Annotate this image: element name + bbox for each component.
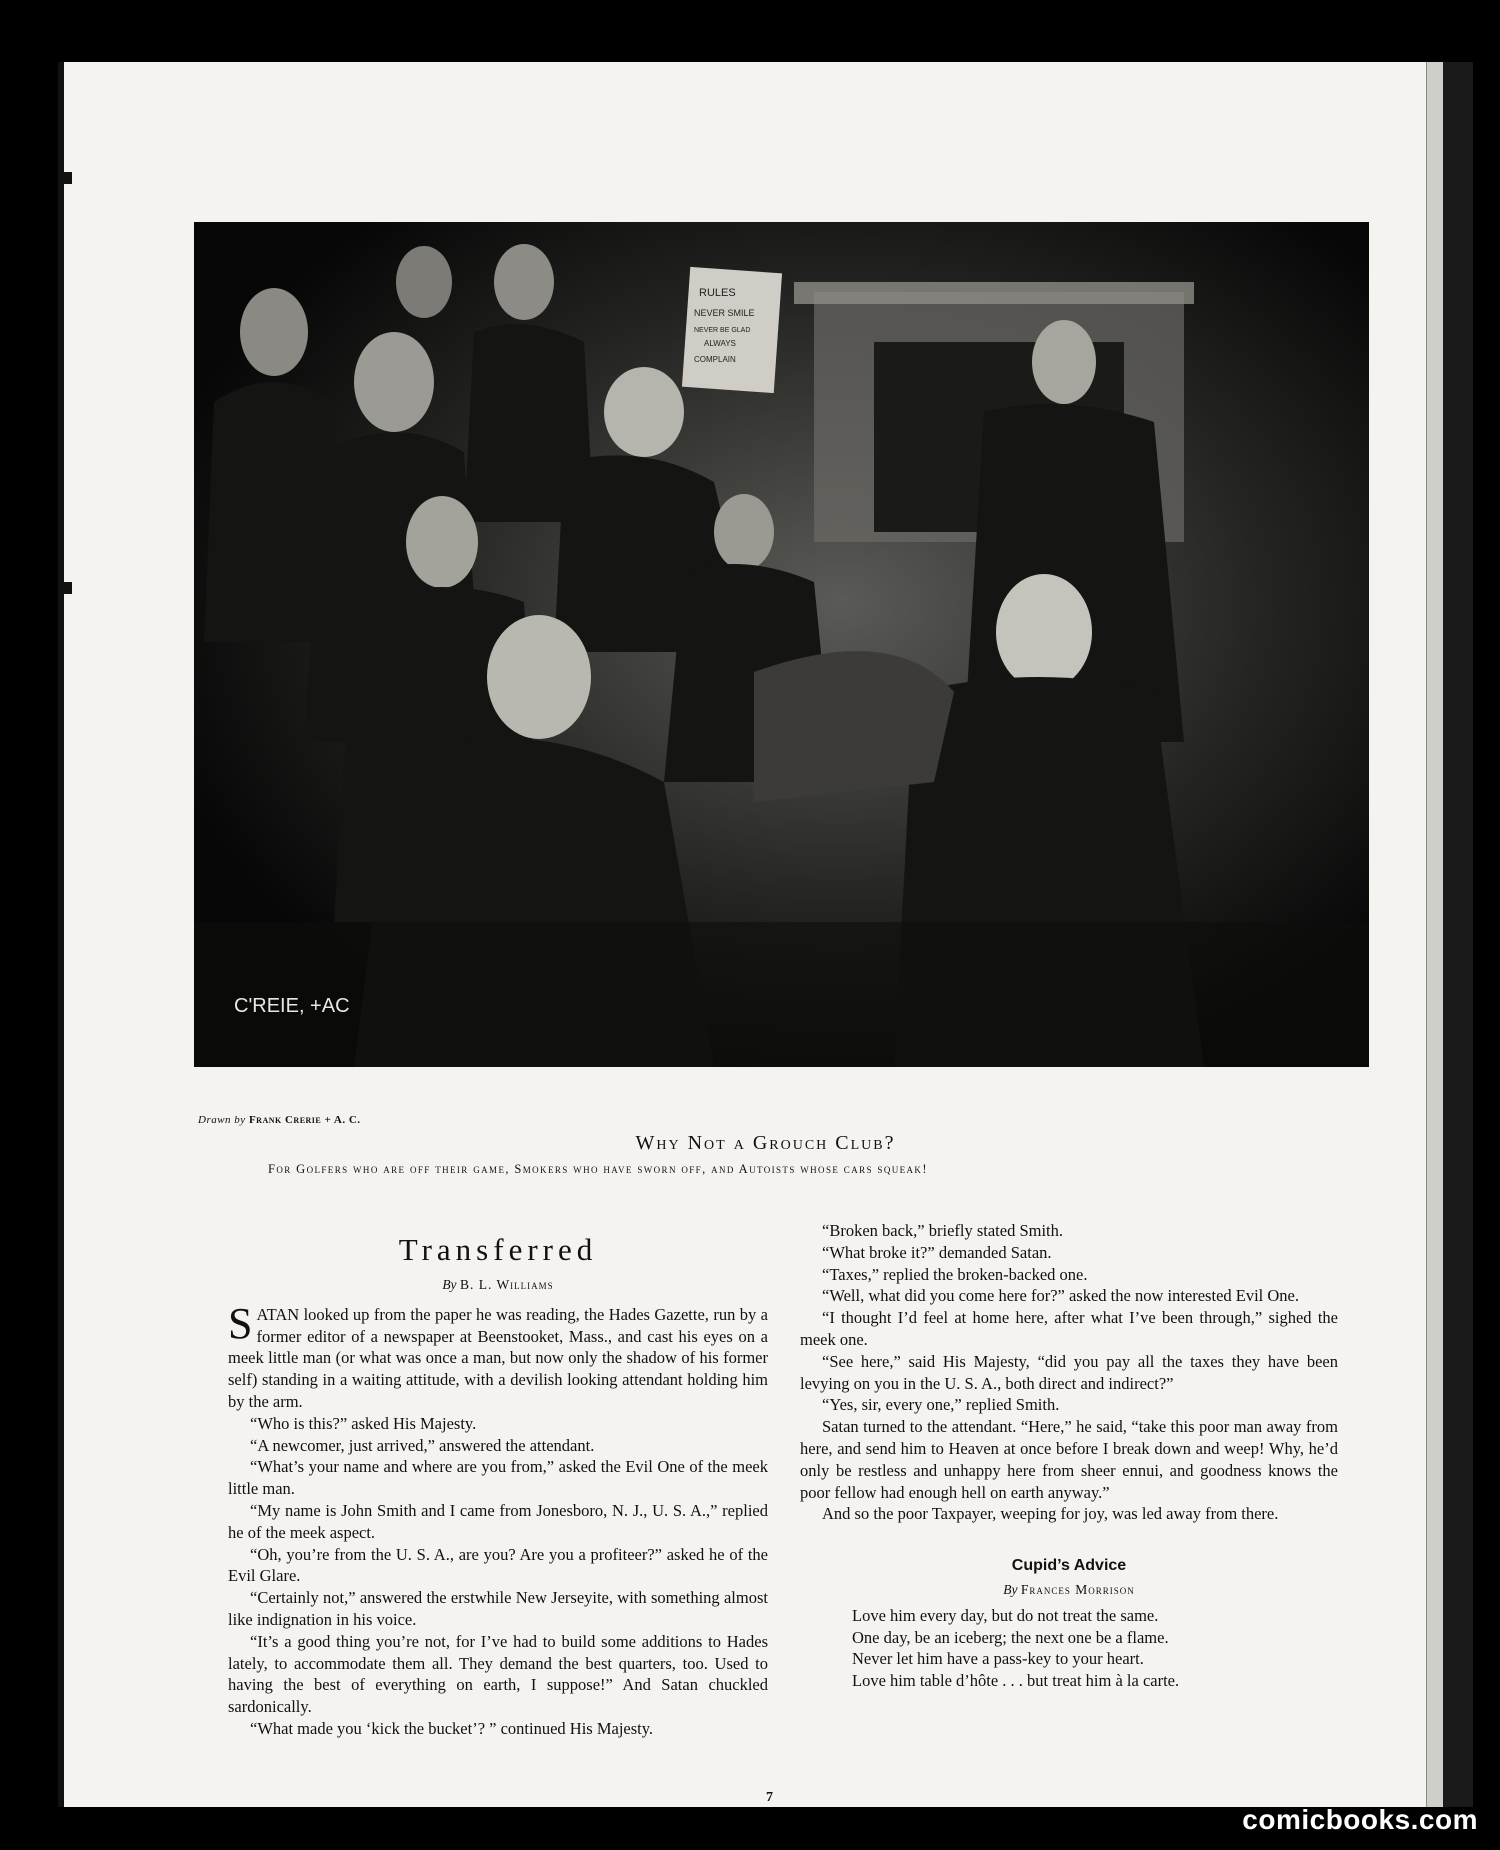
story-paragraph: “Broken back,” briefly stated Smith. <box>822 1221 1064 1240</box>
story-paragraph: And so the poor Taxpayer, weeping for joy, was led away from there. <box>822 1504 1279 1524</box>
story-byline <box>228 1274 768 1296</box>
poem-line: Never let him have a pass-key to your heart. <box>852 1649 1144 1669</box>
poem-byline-prefix: By <box>1003 1581 1018 1597</box>
story-paragraph: “Oh, you’re from the U. S. A., are you? Are you a profiteer?” asked he of the Evil Glare. <box>228 1544 768 1586</box>
story-paragraph <box>228 1298 768 1413</box>
page-number: 7 <box>766 1790 773 1805</box>
credit-prefix: Drawn by <box>198 1114 246 1126</box>
story-author: B. L. Williams <box>459 1277 554 1292</box>
poem-byline <box>800 1579 1338 1601</box>
story-paragraph: “I thought I’d feel at home here, after what I’ve been through,” sighed the meek one. <box>800 1308 1338 1349</box>
caption-title: Why Not a Grouch Club? <box>635 1132 896 1154</box>
story-paragraph: “Well, what did you come here for?” asked the now interested Evil One. <box>822 1286 1300 1306</box>
caption-subtitle: For Golfers who are off their game, Smokers who have sworn off, and Autoists whose cars squeak! <box>268 1162 928 1176</box>
svg-text:COMPLAIN: COMPLAIN <box>694 355 736 364</box>
magazine-page <box>58 62 1473 1807</box>
byline-prefix: By <box>442 1277 457 1292</box>
first-paragraph-text: looked up from the paper he was reading, the Hades Gazette, run by a former editor of a newspaper at Beenstooket, Mass., and cast his eyes on a meek little man (or what was once a man, but now only the shadow of his former self) standing in a waiting attitude, with a devilish looking attendant holding him by the arm. <box>228 1304 768 1411</box>
story-paragraph: “Certainly not,” answered the erstwhile New Jerseyite, with something almost like indignation in his voice. <box>228 1588 768 1629</box>
credit-artist: Frank Crerie + A. C. <box>248 1114 361 1126</box>
story-paragraph: “My name is John Smith and I came from Jonesboro, N. J., U. S. A.,” replied he of the meek aspect. <box>228 1500 768 1542</box>
spine-mark <box>58 582 72 594</box>
story-paragraph: “See here,” said His Majesty, “did you pay all the taxes they have been levying on you in the U. S. A., both direct and indirect?” <box>800 1351 1338 1393</box>
drop-cap: S <box>228 1298 253 1348</box>
svg-text:RULES: RULES <box>699 287 736 299</box>
poem-line: Love him table d’hôte . . . but treat him à la carte. <box>852 1671 1180 1691</box>
story-paragraph: “Yes, sir, every one,” replied Smith. <box>822 1395 1060 1415</box>
illustration-credit <box>198 1114 361 1126</box>
story-column-1 <box>228 1232 768 1740</box>
svg-text:NEVER SMILE: NEVER SMILE <box>694 308 755 318</box>
story-paragraph: “It’s a good thing you’re not, for I’ve had to build some additions to Hades lately, to accommodate them all. They demand the best quarters, too. Used to having the best of everything on earth, I suppose!” And Satan chuckled sardonically. <box>228 1631 768 1717</box>
page-spine <box>58 62 64 1807</box>
watermark: comicbooks.com <box>1242 1804 1478 1835</box>
svg-text:NEVER BE GLAD: NEVER BE GLAD <box>694 327 751 334</box>
poem-line: Love him every day, but do not treat the same. <box>852 1605 1159 1625</box>
grouch-club-illustration <box>194 222 1369 1067</box>
illustration-drawing <box>194 222 1369 1067</box>
poem-title: Cupid’s Advice <box>1011 1557 1127 1575</box>
story-column-2 <box>800 1220 1338 1692</box>
story-title: Transferred <box>398 1232 598 1267</box>
scan-top-border <box>0 0 1500 62</box>
spine-mark <box>58 172 72 184</box>
artist-signature: C'REIE, +AC <box>234 995 350 1017</box>
poem-author: Frances Morrison <box>1020 1581 1135 1597</box>
story-paragraph: “Taxes,” replied the broken-backed one. <box>822 1264 1088 1284</box>
story-paragraph: “What’s your name and where are you from,” asked the Evil One of the meek little man. <box>228 1457 768 1499</box>
story-paragraph: “Who is this?” asked His Majesty. <box>250 1413 477 1433</box>
svg-text:ALWAYS: ALWAYS <box>704 339 736 348</box>
page-edge <box>1426 62 1443 1807</box>
story-paragraph: “What broke it?” demanded Satan. <box>822 1242 1052 1262</box>
story-paragraph: “A newcomer, just arrived,” answered the attendant. <box>250 1435 595 1455</box>
poem-line: One day, be an iceberg; the next one be a flame. <box>852 1627 1169 1647</box>
story-paragraph: “What made you ‘kick the bucket’? ” continued His Majesty. <box>250 1718 654 1738</box>
story-paragraph: Satan turned to the attendant. “Here,” he said, “take this poor man away from here, and send him to Heaven at once before I break down and weep! Why, he’d only be restless and unhappy here from sheer ennui, and goodness knows the poor fellow had enough hell on earth anyway.” <box>800 1417 1338 1502</box>
page-edge-shadow <box>1443 62 1473 1807</box>
drop-cap-rest: ATAN <box>256 1304 300 1324</box>
